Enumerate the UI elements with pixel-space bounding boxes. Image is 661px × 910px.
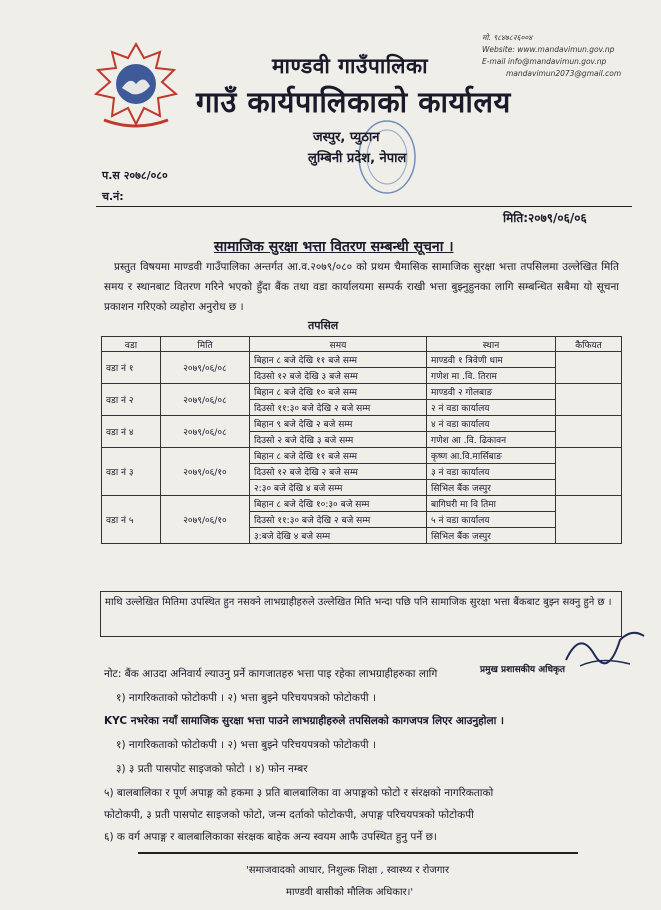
address-line-1: जस्पुर, प्युठान [313,130,380,145]
schedule-heading: तपसिल [308,319,339,332]
contact-phone: मो. ९८४७८२६००४ [482,33,533,42]
place-cell: ५ नं वडा कार्यालय [427,512,556,528]
note-line-4: १) नागरिकताको फोटोकपी । २) भत्ता बुझ्ने परिचयपत्रको फोटोकपी । [116,739,376,751]
time-cell: दिउसो १२ बजे देखि ३ बजे सम्म [250,368,427,384]
schedule-footer-note: माथि उल्लेखित मितिमा उपस्थित हुन नसक्ने लाभग्राहीहरुले उल्लेखित मिति भन्दा पछि पनि सामाजिक सुरक्षा भत्ता बैंकबाट बुझ्न सक्नु हुने छ । [100,591,622,637]
remarks-cell [556,496,622,544]
time-cell: ३:बजे देखि ४ बजे सम्म [250,528,427,544]
remarks-cell [556,384,622,416]
note-line-6: ५) बालबालिका र पूर्ण अपाङ्ग को हकमा ३ प्रति बालबालिका वा अपाङ्गको फोटो र संरक्षको नागरिकताको [104,787,494,799]
place-cell: ३ नं वडा कार्यालय [427,464,556,480]
place-cell: गणेश मा .वि. तिराम [427,368,556,384]
table-row [102,416,622,432]
time-cell: बिहान ८ बजे देखि ११ बजे सम्म [250,352,427,368]
remarks-cell [556,416,622,448]
notice-date: मिति:२०७९/०६/०६ [503,211,587,225]
ward-cell: वडा नं ३ [102,448,161,496]
place-cell: कृष्ण आ.वि.मार्सिबाङ [427,448,556,464]
notice-subject: सामाजिक सुरक्षा भत्ता वितरण सम्बन्धी सूचना । [214,239,454,255]
time-cell: बिहान ८ बजे देखि १० बजे सम्म [250,384,427,400]
date-cell: २०७९/०६/०८ [161,352,250,384]
reference-number: प.स २०७८/०८० [102,169,168,182]
table-row [102,352,622,368]
place-cell: गणेश आ .वि. ढिकावन [427,432,556,448]
table-row [102,448,622,464]
place-cell: सिभिल बैंक जस्पुर [427,480,556,496]
header-date: मिति [161,337,250,352]
ward-cell: वडा नं ४ [102,416,161,448]
place-cell: २ नं वडा कार्यालय [427,400,556,416]
signature-title: प्रमुख प्रशासकीय अधिकृत [480,665,566,675]
note-line-7: फोटोकपी, ३ प्रती पासपोट साइजको फोटो, जन्म दर्ताको फोटोकपी, अपाङ्ग परिचयपत्रको फोटोकपी [104,809,474,821]
place-cell: माण्डवी १ त्रिवेणी धाम [427,352,556,368]
address-line-2: लुम्बिनी प्रदेश, नेपाल [308,151,407,166]
office-title: गाउँ कार्यपालिकाको कार्यालय [196,85,511,119]
ward-cell: वडा नं ५ [102,496,161,544]
header-divider [96,206,632,207]
note-line-5: ३) ३ प्रती पासपोट साइजको फोटो । ४) फोन नम्बर [116,763,308,775]
contact-block [482,32,658,80]
signature-icon [560,610,650,680]
time-cell: बिहान ९ बजे देखि २ बजे सम्म [250,416,427,432]
header-remarks: कैफियत [556,337,622,352]
table-row [102,384,622,400]
header-place: स्थान [427,337,556,352]
place-cell: ४ नं वडा कार्यालय [427,416,556,432]
header-ward: वडा [102,337,161,352]
table-row [102,496,622,512]
date-cell: २०७९/०६/०८ [161,416,250,448]
distribution-schedule-table [101,336,622,544]
remarks-cell [556,448,622,496]
note-line-1: नोट: बैंक आउदा अनिवार्य ल्याउनु प्रर्ने कागजातहरु भत्ता पाइ रहेका लाभग्राहीहरुका लागि [104,668,438,680]
note-line-2: १) नागरिकताको फोटोकपी । २) भत्ता बुझ्ने परिचयपत्रको फोटोकपी । [116,692,376,704]
contact-email-2: mandavimun2073@gmail.com [506,69,622,78]
note-line-3: KYC नभरेका नयाँ सामाजिक सुरक्षा भत्ता पाउने लाभग्राहीहरुले तपसिलको कागजपत्र लिएर आउनुहोला । [104,715,504,727]
time-cell: २:३० बजे देखि ४ बजे सम्म [250,480,427,496]
time-cell: दिउसो ११:३० बजे देखि २ बजे सम्म [250,400,427,416]
date-cell: २०७९/०६/१० [161,448,250,496]
remarks-cell [556,352,622,384]
date-cell: २०७९/०६/०८ [161,384,250,416]
ward-cell: वडा नं २ [102,384,161,416]
time-cell: बिहान ८ बजे देखि १०:३० बजे सम्म [250,496,427,512]
contact-website: Website: www.mandavimun.gov.np [482,45,615,54]
place-cell: सिभिल बैंक जस्पुर [427,528,556,544]
contact-email-label: E-mail [482,57,506,66]
contact-email-1: info@mandavimun.gov.np [507,57,607,66]
header-time: समय [250,337,427,352]
time-cell: दिउसो १२ बजे देखि २ बजे सम्म [250,464,427,480]
table-header-row [102,337,622,352]
time-cell: दिउसो ११:३० बजे देखि २ बजे सम्म [250,512,427,528]
date-cell: २०७९/०६/१० [161,496,250,544]
nepal-emblem-icon [86,40,186,130]
slogan-line-1: 'समाजवादको आधार, निशुल्क शिक्षा , स्वास्थ्य र रोजगार [246,865,450,876]
ward-cell: वडा नं १ [102,352,161,384]
place-cell: बागिघरी मा वि तिमा [427,496,556,512]
place-cell: माण्डवी २ गोलबाङ [427,384,556,400]
footer-divider [138,852,578,854]
notice-body: प्रस्तुत विषयमा माण्डवी गाउँपालिका अन्तर्गत आ.व.२०७९/०८० को प्रथम चैमासिक सामाजिक सुरक्षा भत्ता तपसिलमा उल्लेखित मिति समय र स्थानबाट वितरण गरिने भएको हुँदा बैंक तथा वडा कार्यालयमा सम्पर्क राखी भत्ता बुझ्नुहुनका लागि सम्बन्धित सबैमा यो सूचना प्रकाशन गरिएको व्यहोरा अनुरोध छ । [104,261,619,313]
time-cell: दिउसो २ बजे देखि ३ बजे सम्म [250,432,427,448]
chalan-number: च.नं: [102,190,124,203]
time-cell: बिहान ८ बजे देखि ११ बजे सम्म [250,448,427,464]
municipality-name: माण्डवी गाउँपालिका [272,54,429,78]
slogan-line-2: माण्डवी बासीको मौलिक अधिकार।' [286,887,414,898]
note-line-8: ६) क वर्ग अपाङ्ग र बालबालिकाका संरक्षक बाहेक अन्य स्वयम आफै उपस्थित हुनु पर्ने छ। [104,831,437,843]
